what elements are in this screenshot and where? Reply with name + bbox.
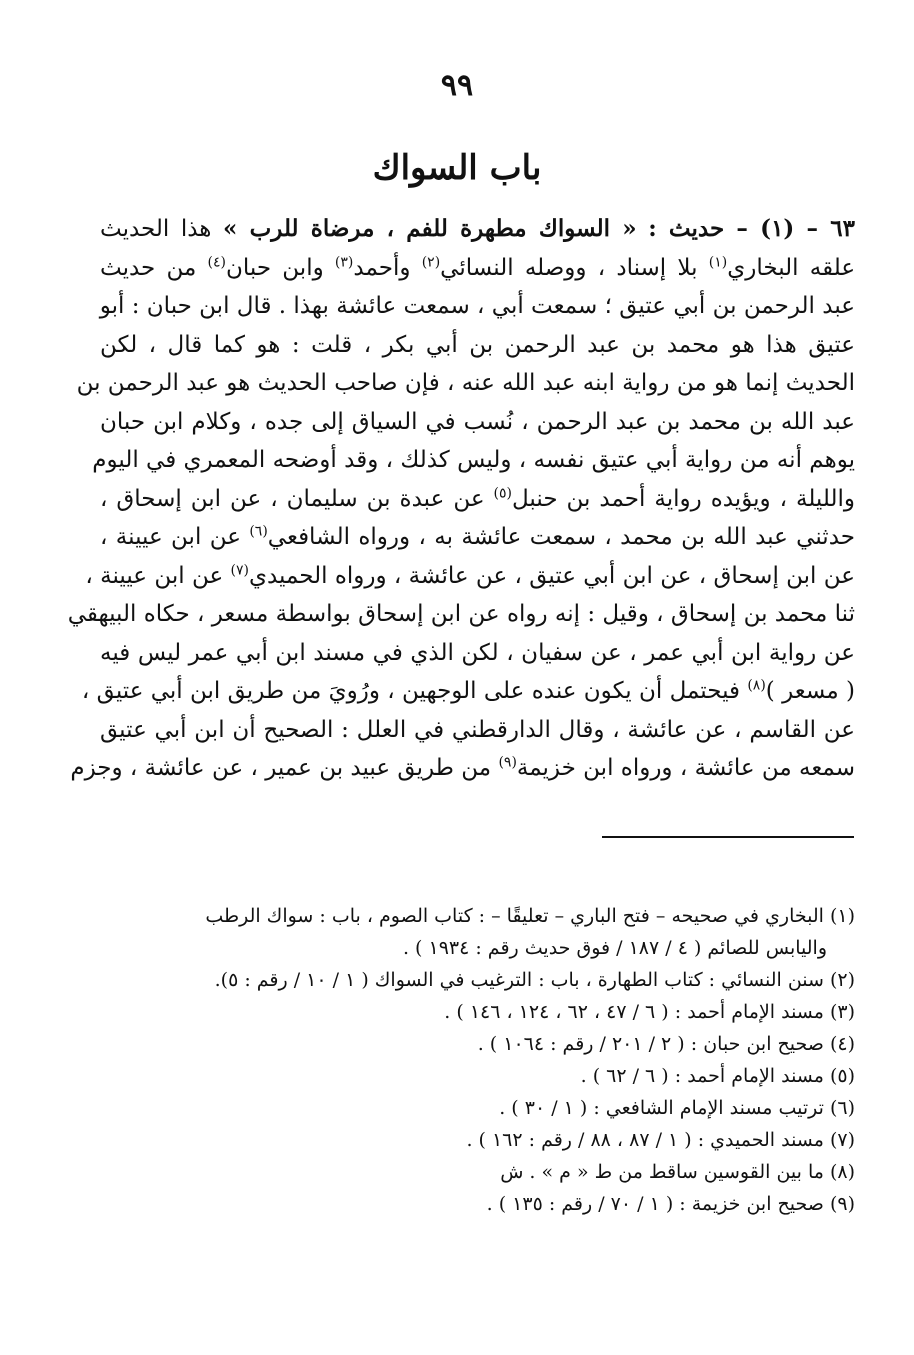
text-line: [70, 749, 855, 788]
text-line: [100, 210, 855, 249]
footnote: [100, 1060, 855, 1092]
text-segment: حدثني عبد الله بن محمد ، سمعت عائشة به ، ورواه الشافعي: [267, 524, 855, 550]
footnote-number: (١): [829, 905, 855, 927]
footnote-text: واليابس للصائم ( ٤ / ١٨٧ / فوق حديث رقم : ١٩٣٤ ) .: [402, 937, 827, 959]
footnote-ref: (٢): [421, 253, 441, 270]
footnote-number: (٢): [829, 969, 855, 991]
footnote: [100, 900, 855, 932]
text-line: [100, 480, 855, 519]
footnote-text: البخاري في صحيحه – فتح الباري – تعليقًا – : كتاب الصوم ، باب : سواك الرطب: [205, 905, 824, 927]
footnote-ref: (٥): [493, 484, 513, 501]
page-number: ٩٩: [440, 68, 474, 103]
footnote-text: ما بين القوسين ساقط من ط « م » . ش: [500, 1161, 824, 1183]
text-line: [100, 518, 855, 557]
footnote-text: صحيح ابن خزيمة : ( ١ / ٧٠ / رقم : ١٣٥ ) .: [486, 1193, 824, 1215]
footnote-text: مسند الإمام أحمد : ( ٦ / ٦٢ ) .: [580, 1065, 824, 1087]
footnote-ref: (٨): [747, 677, 766, 694]
text-segment: بلا إسناد ، ووصله النسائي: [440, 254, 698, 281]
text-segment: من طريق عبيد بن عمير ، عن عائشة ، وجزم: [70, 755, 492, 781]
text-line: يوهم أنه من رواية أبي عتيق نفسه ، وليس كذلك ، وقد أوضحه المعمري في اليوم: [92, 447, 855, 473]
text-segment: فيحتمل أن يكون عنده على الوجهين ، ورُويَ من طريق ابن أبي عتيق ،: [81, 678, 741, 704]
text-segment: عن ابن عيينة ،: [100, 524, 241, 550]
footnote-number: (٣): [829, 1001, 855, 1023]
text-line: عتيق هذا هو محمد بن عبد الرحمن بن أبي بكر ، قلت : هو كما قال ، لكن: [100, 331, 855, 358]
footnotes: [100, 900, 855, 1220]
footnote-ref: (٣): [334, 253, 354, 270]
footnote-number: (٦): [829, 1097, 855, 1119]
text-line: عن القاسم ، عن عائشة ، وقال الدارقطني في العلل : الصحيح أن ابن أبي عتيق: [100, 716, 855, 743]
footnote-text: سنن النسائي : كتاب الطهارة ، باب : الترغيب في السواك ( ١ / ١٠ / رقم : ٥).: [214, 969, 824, 991]
text-line: عبد الرحمن بن أبي عتيق ؛ سمعت أبي ، سمعت عائشة بهذا . قال ابن حبان : أبو: [99, 293, 855, 319]
footnote-text: مسند الحميدي : ( ١ / ٨٧ ، ٨٨ / رقم : ١٦٢ ) .: [466, 1129, 824, 1151]
footnote-ref: (٦): [249, 523, 268, 540]
footnote-number: (٨): [829, 1161, 855, 1183]
text-segment: والليلة ، ويؤيده رواية أحمد بن حنبل: [512, 485, 855, 512]
footnote-text: صحيح ابن حبان : ( ٢ / ٢٠١ / رقم : ١٠٦٤ ) .: [477, 1033, 824, 1055]
footnote: [100, 1156, 855, 1188]
text-segment: وأحمد: [353, 254, 411, 281]
text-segment: عن عبدة بن سليمان ، عن ابن إسحاق ،: [100, 485, 485, 512]
footnote: [100, 1124, 855, 1156]
text-line: [85, 557, 855, 596]
footnote-text: مسند الإمام أحمد : ( ٦ / ٤٧ ، ٦٢ ، ١٢٤ ، ١٤٦ ) .: [444, 1001, 824, 1023]
text-line: الحديث إنما هو من رواية ابنه عبد الله عنه ، فإن صاحب الحديث هو عبد الرحمن بن: [76, 370, 855, 396]
footnote-text: ترتيب مسند الإمام الشافعي : ( ١ / ٣٠ ) .: [499, 1097, 824, 1119]
text-segment: ( مسعر ): [765, 678, 855, 704]
text-segment: هذا الحديث: [100, 216, 212, 242]
footnote: [100, 996, 855, 1028]
text-segment: وابن حبان: [226, 254, 324, 281]
footnote: [100, 1092, 855, 1124]
hadith-text: « السواك مطهرة للفم ، مرضاة للرب »: [222, 215, 637, 242]
footnote-number: (٩): [829, 1193, 855, 1215]
footnote-ref: (٧): [230, 561, 249, 578]
footnote-number: (٥): [829, 1065, 855, 1087]
text-line: عبد الله بن محمد بن عبد الرحمن ، نُسب في السياق إلى جده ، وكلام ابن حبان: [100, 408, 855, 435]
footnote-separator: [602, 836, 854, 838]
chapter-title: باب السواك: [372, 148, 542, 188]
text-segment: عن ابن إسحاق ، عن ابن أبي عتيق ، عن عائشة ، ورواه الحميدي: [248, 562, 855, 589]
footnote-continuation: [100, 932, 855, 964]
text-line: [81, 672, 855, 711]
text-segment: علقه البخاري: [727, 254, 856, 281]
entry-number: ٦٣ – (١) – حديث :: [648, 215, 856, 242]
footnote-ref: (٤): [207, 253, 227, 270]
footnote-number: (٧): [829, 1129, 855, 1151]
footnote-number: (٤): [829, 1033, 855, 1055]
footnote-ref: (١): [708, 253, 728, 270]
footnote-ref: (٩): [498, 754, 517, 771]
text-segment: من حديث: [100, 254, 197, 281]
text-line: ثنا محمد بن إسحاق ، وقيل : إنه رواه عن ابن إسحاق بواسطة مسعر ، حكاه البيهقي: [67, 601, 855, 627]
footnote: [100, 1028, 855, 1060]
text-line: [100, 249, 855, 288]
text-segment: سمعه من عائشة ، ورواه ابن خزيمة: [516, 755, 855, 781]
main-text: [67, 210, 856, 788]
footnote: [100, 1188, 855, 1220]
text-segment: عن ابن عيينة ،: [85, 562, 224, 589]
footnote: [100, 964, 855, 996]
text-line: عن رواية ابن أبي عمر ، عن سفيان ، لكن الذي في مسند ابن أبي عمر ليس فيه: [100, 639, 855, 666]
